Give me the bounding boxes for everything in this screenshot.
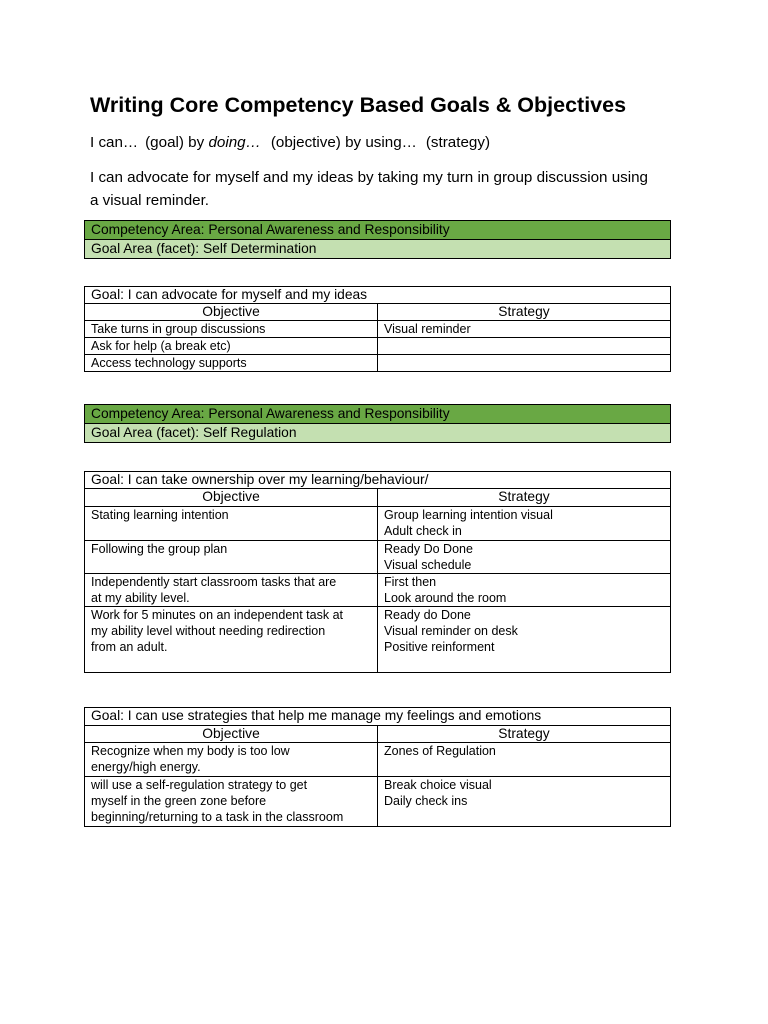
objective-header: Objective xyxy=(85,489,378,507)
objective-cell: Independently start classroom tasks that are at my ability level. xyxy=(85,574,378,607)
goal-statement-3: Goal: I can use strategies that help me manage my feelings and emotions xyxy=(85,708,671,726)
objective-header: Objective xyxy=(85,726,378,743)
objective-cell: Following the group plan xyxy=(85,541,378,574)
strategy-cell: Group learning intention visual Adult check in xyxy=(378,507,671,541)
objective-cell: Recognize when my body is too low energy/high energy. xyxy=(85,743,378,777)
table-row xyxy=(85,743,671,777)
strategy-cell: Ready do Done Visual reminder on desk Positive reinforment xyxy=(378,607,671,673)
goal-statement-1: Goal: I can advocate for myself and my ideas xyxy=(85,287,671,304)
goal-table-3 xyxy=(84,707,671,827)
intro-part-goal: (goal) by xyxy=(145,134,205,151)
goal-area-facet-2: Goal Area (facet): Self Regulation xyxy=(85,424,671,443)
table-row xyxy=(85,338,671,355)
table-row xyxy=(85,355,671,372)
competency-area-1: Competency Area: Personal Awareness and Responsibility xyxy=(85,221,671,240)
competency-table-1 xyxy=(84,220,671,259)
strategy-cell xyxy=(378,338,671,355)
strategy-cell: Break choice visual Daily check ins xyxy=(378,777,671,827)
objective-cell: Take turns in group discussions xyxy=(85,321,378,338)
competency-area-2: Competency Area: Personal Awareness and Responsibility xyxy=(85,405,671,424)
goal-table-1 xyxy=(84,286,671,372)
strategy-cell: Ready Do Done Visual schedule xyxy=(378,541,671,574)
objective-header: Objective xyxy=(85,304,378,321)
objective-cell: will use a self-regulation strategy to get myself in the green zone before beginning/returning to a task in the classroom xyxy=(85,777,378,827)
strategy-cell xyxy=(378,355,671,372)
goal-statement-2: Goal: I can take ownership over my learning/behaviour/ xyxy=(85,472,671,489)
strategy-header: Strategy xyxy=(378,726,671,743)
intro-part-objective: (objective) by using… xyxy=(270,134,417,151)
intro-part-strategy: (strategy) xyxy=(425,134,490,151)
strategy-cell: Zones of Regulation xyxy=(378,743,671,777)
table-row xyxy=(85,321,671,338)
goal-table-2 xyxy=(84,471,671,673)
objective-cell: Access technology supports xyxy=(85,355,378,372)
table-row xyxy=(85,541,671,574)
page-title: Writing Core Competency Based Goals & Objectives xyxy=(90,93,627,117)
objective-cell: Work for 5 minutes on an independent task at my ability level without needing redirection from an adult. xyxy=(85,607,378,673)
objective-cell: Ask for help (a break etc) xyxy=(85,338,378,355)
strategy-cell: Visual reminder xyxy=(378,321,671,338)
strategy-cell: First then Look around the room xyxy=(378,574,671,607)
intro-part-doing: doing… xyxy=(208,134,261,151)
goal-area-facet-1: Goal Area (facet): Self Determination xyxy=(85,240,671,259)
table-row xyxy=(85,777,671,827)
table-row xyxy=(85,607,671,673)
table-row xyxy=(85,507,671,541)
strategy-header: Strategy xyxy=(378,489,671,507)
intro-part-i-can: I can… xyxy=(90,134,139,151)
strategy-header: Strategy xyxy=(378,304,671,321)
objective-cell: Stating learning intention xyxy=(85,507,378,541)
table-row xyxy=(85,574,671,607)
intro-template xyxy=(90,134,490,151)
competency-table-2 xyxy=(84,404,671,443)
example-statement: I can advocate for myself and my ideas by taking my turn in group discussion using a visual reminder. xyxy=(90,169,648,209)
